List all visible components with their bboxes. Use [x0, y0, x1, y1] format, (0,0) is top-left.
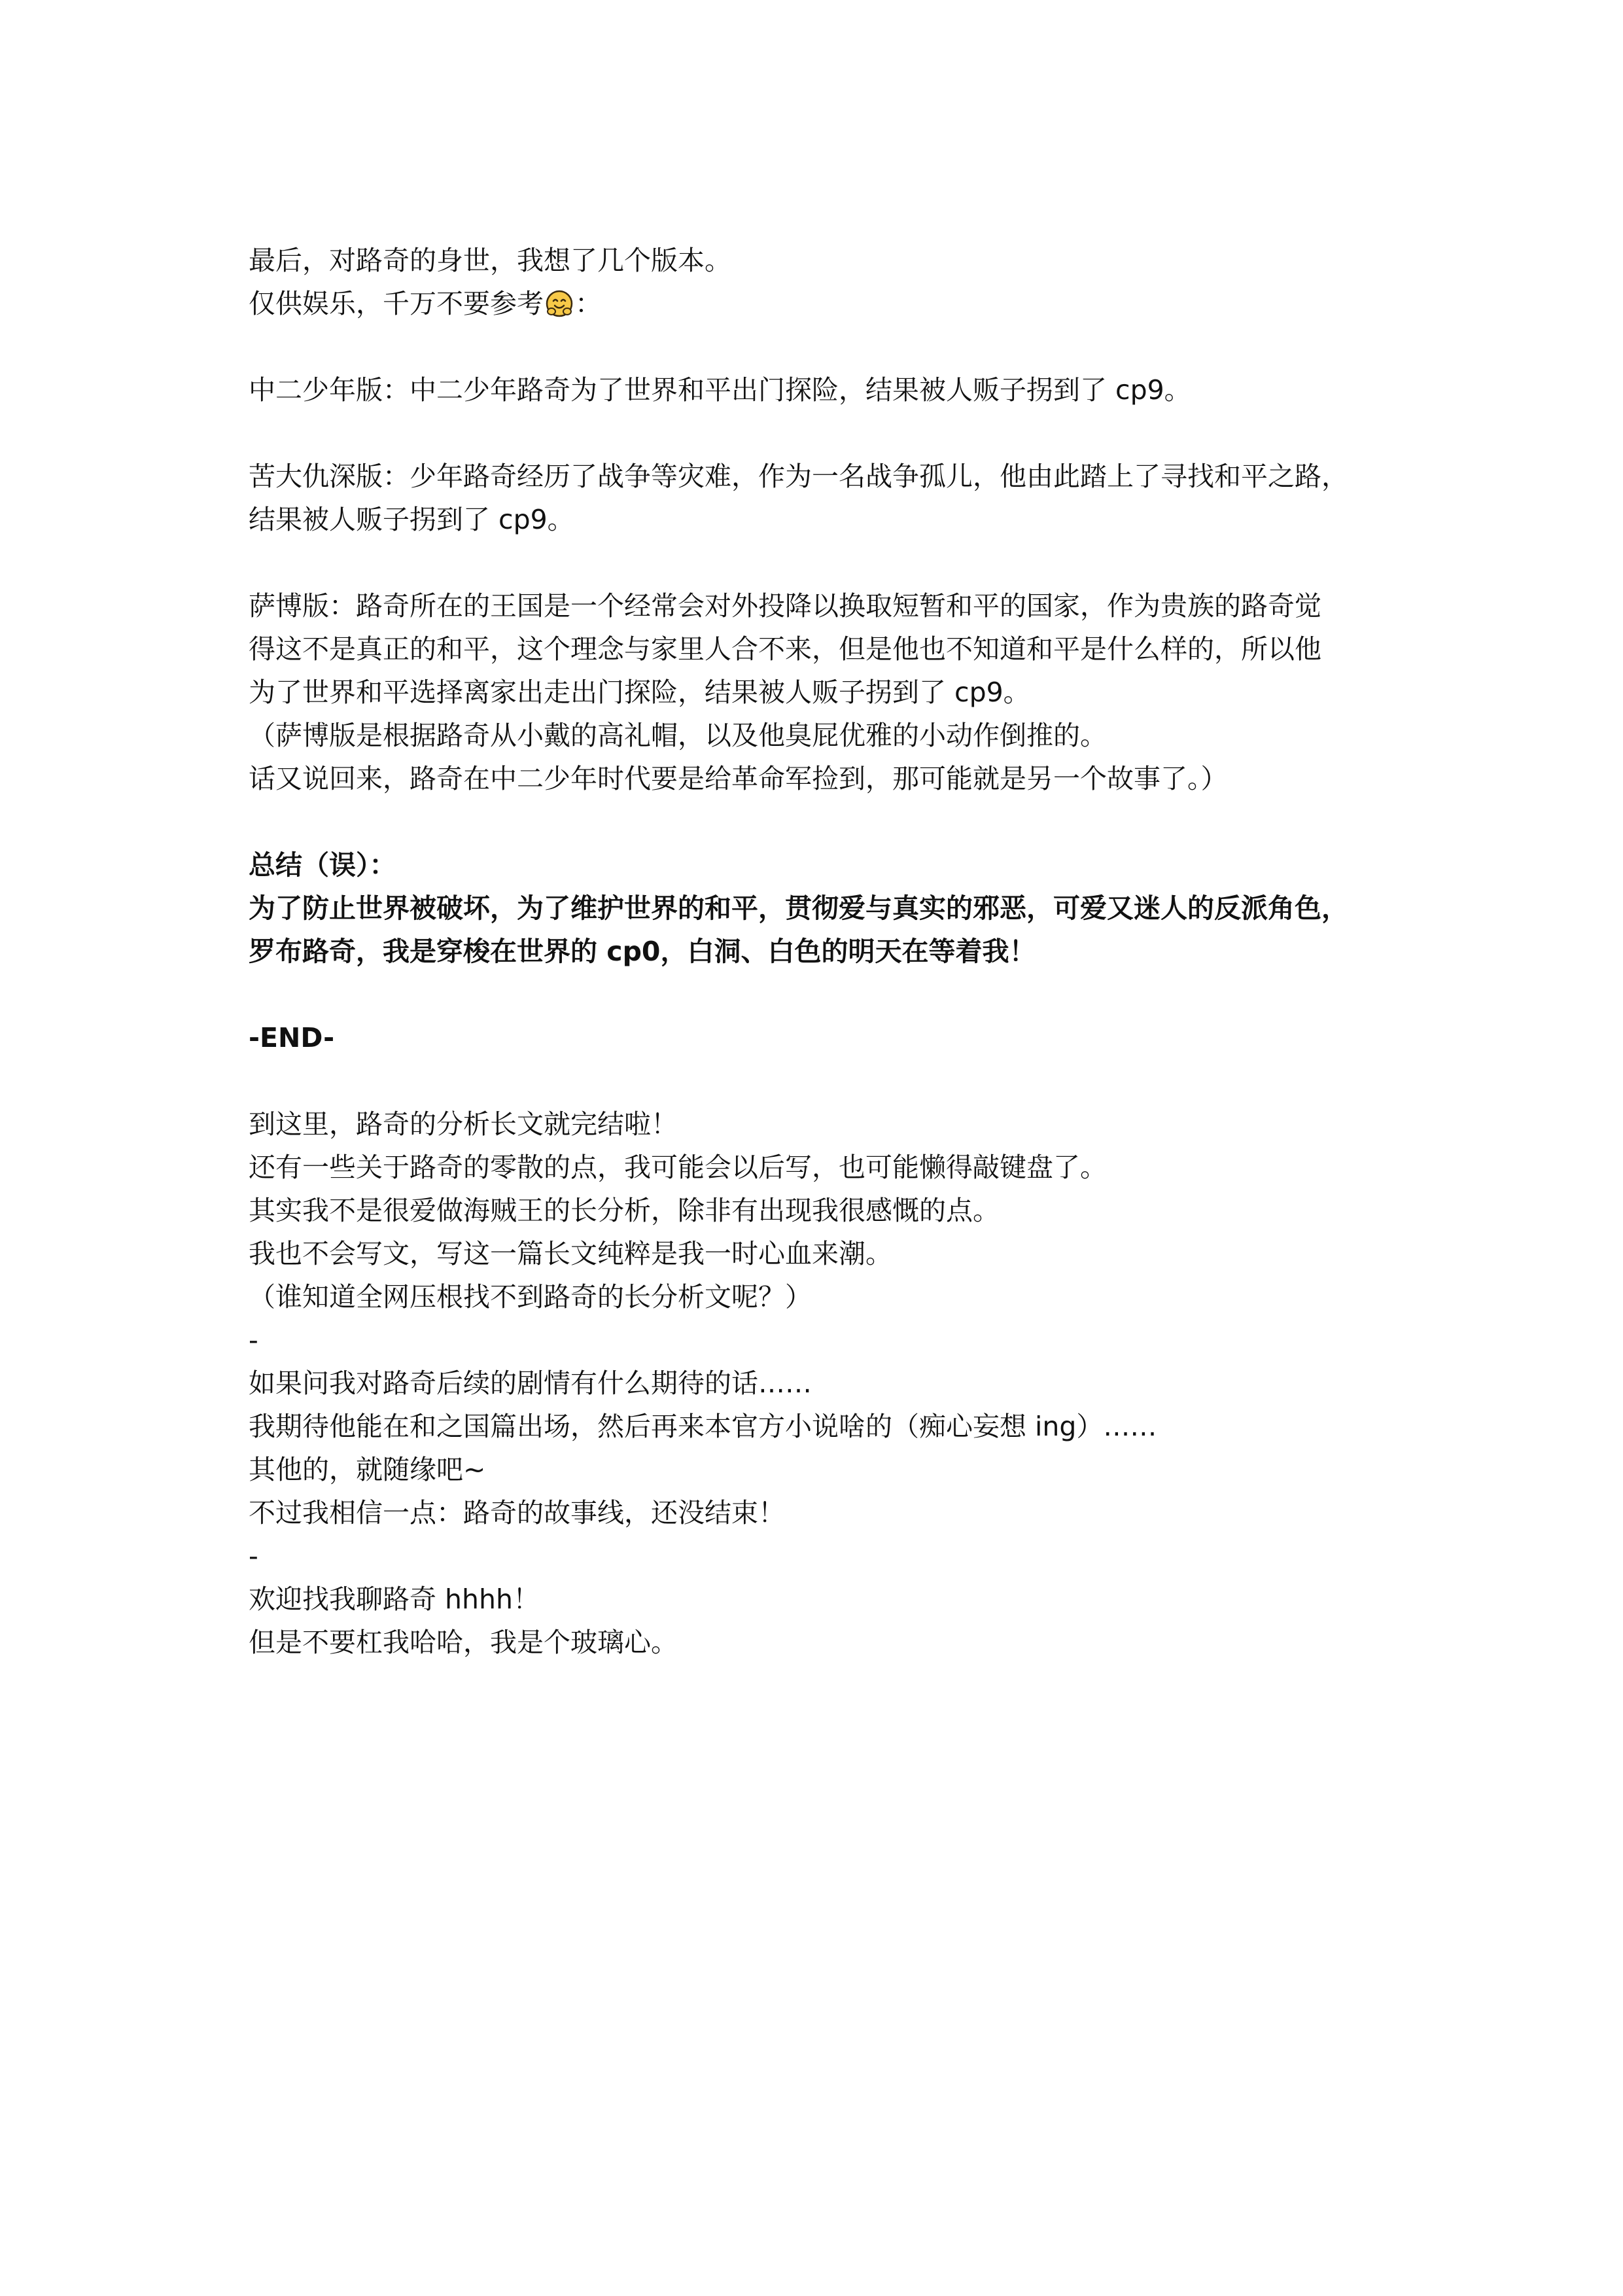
version-bitter-line-2: 结果被人贩子拐到了 cp9。 — [249, 504, 574, 535]
version-chuuni: 中二少年版：中二少年路奇为了世界和平出门探险，结果被人贩子拐到了 cp9。 — [249, 374, 1191, 406]
spacer — [249, 973, 1413, 1016]
afterword-line-9: 不过我相信一点：路奇的故事线，还没结束！ — [249, 1497, 785, 1528]
spacer — [249, 541, 1413, 584]
intro-line-2-suffix: ： — [575, 288, 602, 319]
intro-line-1: 最后，对路奇的身世，我想了几个版本。 — [249, 245, 731, 276]
afterword-line-10: 欢迎找我聊路奇 hhhh！ — [249, 1583, 540, 1615]
afterword-line-8: 其他的，就随缘吧~ — [249, 1454, 486, 1485]
intro-line-2 — [249, 282, 1413, 325]
afterword-line-7: 我期待他能在和之国篇出场，然后再来本官方小说啥的（痴心妄想 ing）…… — [249, 1411, 1157, 1442]
afterword-line-5: （谁知道全网压根找不到路奇的长分析文呢？） — [249, 1281, 812, 1313]
afterword-line-11: 但是不要杠我哈哈，我是个玻璃心。 — [249, 1627, 678, 1658]
spacer — [249, 1059, 1413, 1103]
version-sabo-line-2: 得这不是真正的和平，这个理念与家里人合不来，但是他也不知道和平是什么样的，所以他 — [249, 633, 1321, 665]
version-bitter-line-1: 苦大仇深版：少年路奇经历了战争等灾难，作为一名战争孤儿，他由此踏上了寻找和平之路， — [249, 461, 1348, 492]
summary-line-1: 为了防止世界被破坏，为了维护世界的和平，贯彻爱与真实的邪恶，可爱又迷人的反派角色， — [249, 892, 1348, 924]
afterword-line-3: 其实我不是很爱做海贼王的长分析，除非有出现我很感慨的点。 — [249, 1195, 1000, 1226]
afterword-line-6: 如果问我对路奇后续的剧情有什么期待的话…… — [249, 1368, 812, 1399]
afterword-line-1: 到这里，路奇的分析长文就完结啦！ — [249, 1108, 678, 1140]
afterword-line-4: 我也不会写文，写这一篇长文纯粹是我一时心血来潮。 — [249, 1238, 892, 1269]
separator-2: - — [249, 1540, 258, 1572]
end-marker: -END- — [249, 1022, 335, 1053]
separator-1: - — [249, 1324, 258, 1356]
hugging-face-icon — [545, 287, 574, 316]
summary-line-2: 罗布路奇，我是穿梭在世界的 cp0，白洞、白色的明天在等着我！ — [249, 936, 1036, 967]
version-note-line-2: 话又说回来，路奇在中二少年时代要是给革命军捡到，那可能就是另一个故事了。） — [249, 763, 1228, 794]
version-sabo-line-1: 萨博版：路奇所在的王国是一个经常会对外投降以换取短暂和平的国家，作为贵族的路奇觉 — [249, 590, 1321, 622]
summary-heading: 总结（误）： — [249, 849, 396, 881]
version-sabo-line-3: 为了世界和平选择离家出走出门探险，结果被人贩子拐到了 cp9。 — [249, 677, 1030, 708]
spacer — [249, 412, 1413, 455]
document-body — [249, 239, 1413, 1664]
afterword-line-2: 还有一些关于路奇的零散的点，我可能会以后写，也可能懒得敲键盘了。 — [249, 1152, 1107, 1183]
intro-line-2-text: 仅供娱乐，千万不要参考 — [249, 288, 544, 319]
spacer — [249, 800, 1413, 843]
spacer — [249, 325, 1413, 368]
version-note-line-1: （萨博版是根据路奇从小戴的高礼帽，以及他臭屁优雅的小动作倒推的。 — [249, 720, 1107, 751]
